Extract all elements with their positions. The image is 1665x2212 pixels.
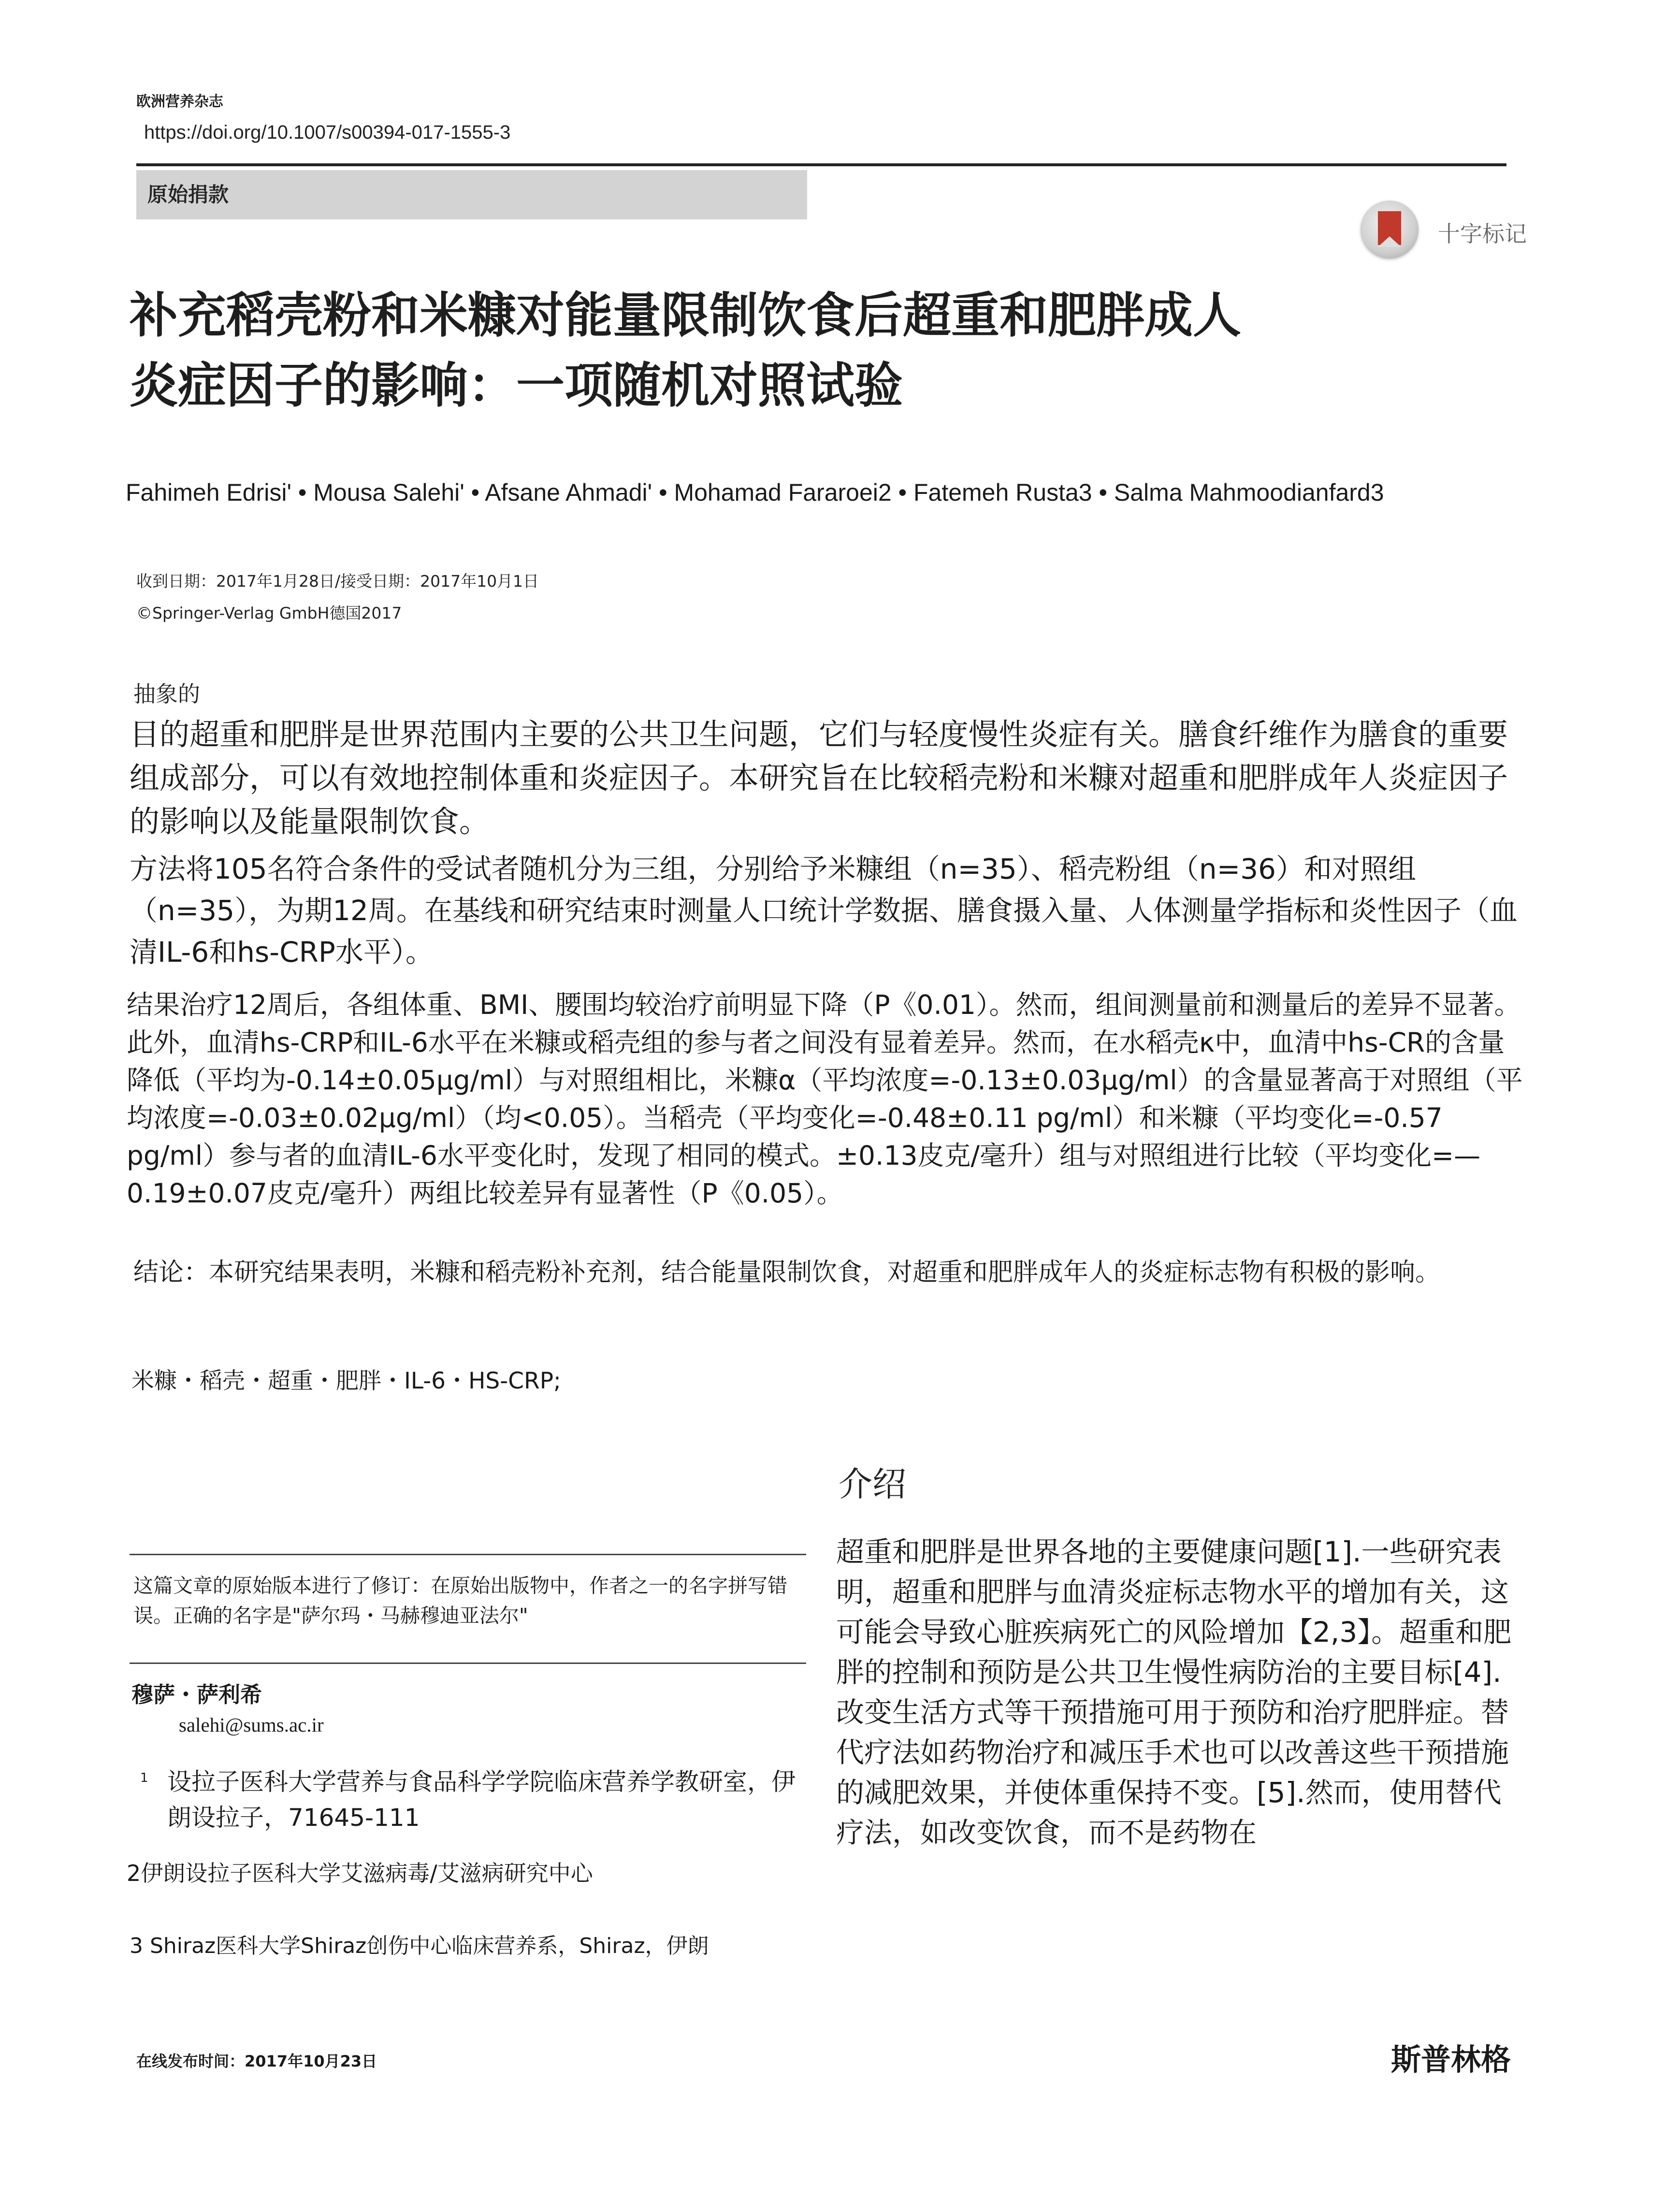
publisher-name: 斯普林格	[1391, 2042, 1511, 2077]
footnote-divider-2	[130, 1663, 806, 1664]
introduction-heading: 介绍	[839, 1464, 906, 1504]
title-line-2: 炎症因子的影响：一项随机对照试验	[130, 357, 903, 414]
introduction-text: 超重和肥胖是世界各地的主要健康问题[1].一些研究表明，超重和肥胖与血清炎症标志物水平的增加有关，这可能会导致心脏疾病死亡的风险增加【2,3】。超重和肥胖的控制和预防是公共卫生慢性病防治的主要目标[4].改变生活方式等干预措施可用于预防和治疗肥胖症。替代疗法如药物治疗和减压手术也可以改善这些干预措施的减肥效果，并使体重保持不变。[5].然而，使用替代疗法，如改变饮食，而不是药物在	[836, 1535, 1512, 1849]
abstract-objective: 目的超重和肥胖是世界范围内主要的公共卫生问题，它们与轻度慢性炎症有关。膳食纤维作为膳食的重要组成部分，可以有效地控制体重和炎症因子。本研究旨在比较稻壳粉和米糠对超重和肥胖成年人炎症因子的影响以及能量限制饮食。	[130, 717, 1508, 839]
abstract-methods: 方法将105名符合条件的受试者随机分为三组，分别给予米糠组（n=35）、稻壳粉组（n=36）和对照组（n=35），为期12周。在基线和研究结束时测量人口统计学数据、膳食摄入量、人体测量学指标和炎性因子（血清IL-6和hs-CRP水平）。	[130, 853, 1518, 969]
corresponding-email[interactable]: salehi@sums.ac.ir	[179, 1714, 324, 1736]
header-divider	[136, 163, 1506, 166]
affiliation-1-marker: 1	[140, 1771, 148, 1785]
affiliation-1-text: 设拉子医科大学营养与食品科学学院临床营养学教研室，伊朗设拉子，71645-111	[167, 1768, 796, 1832]
received-accepted-dates: 收到日期：2017年1月28日/接受日期：2017年10月1日	[136, 572, 539, 591]
article-type-bar	[136, 170, 807, 219]
revision-note: 这篇文章的原始版本进行了修订：在原始出版物中，作者之一的名字拼写错误。正确的名字是"萨尔玛・马赫穆迪亚法尔"	[133, 1574, 787, 1627]
abstract-conclusion: 结论：本研究结果表明，米糠和稻壳粉补充剂，结合能量限制饮食，对超重和肥胖成年人的炎症标志物有积极的影响。	[133, 1258, 1441, 1287]
online-publication-date: 在线发布时间：2017年10月23日	[136, 2052, 377, 2070]
footnote-divider	[130, 1554, 806, 1555]
article-dates	[136, 565, 539, 629]
title-line-1: 补充稻壳粉和米糠对能量限制饮食后超重和肥胖成人	[130, 287, 1241, 344]
abstract-results: 结果治疗12周后，各组体重、BMI、腰围均较治疗前明显下降（P《0.01）。然而，组间测量前和测量后的差异不显著。此外，血清hs-CRP和IL-6水平在米糠或稻壳组的参与者之间没有显着差异。然而，在水稻壳κ中，血清中hs-CR的含量降低（平均为-0.14±0.05μg/ml）与对照组相比，米糠α（平均浓度=-0.13±0.03μg/ml）的含量显著高于对照组（平均浓度=-0.03±0.02μg/ml）（均<0.05）。当稻壳（平均变化=-0.48±0.11 pg/ml）和米糠（平均变化=-0.57 pg/ml）参与者的血清IL-6水平变化时，发现了相同的模式。±0.13皮克/毫升）组与对照组进行比较（平均变化=—0.19±0.07皮克/毫升）两组比较差异有显著性（P《0.05）。	[127, 989, 1523, 1209]
doi-link[interactable]: https://doi.org/10.1007/s00394-017-1555-3	[144, 122, 511, 143]
article-title	[130, 280, 1483, 420]
affiliation-2: 2伊朗设拉子医科大学艾滋病毒/艾滋病研究中心	[127, 1860, 593, 1886]
copyright-notice: ©Springer-Verlag GmbH德国2017	[136, 604, 402, 622]
article-type-label: 原始捐款	[147, 183, 229, 206]
crossmark-label[interactable]: 十字标记	[1438, 221, 1527, 247]
crossmark-icon[interactable]	[1361, 201, 1419, 259]
keywords: 米糠・稻壳・超重・肥胖・IL-6・HS-CRP;	[131, 1368, 561, 1394]
corresponding-author: 穆萨・萨利希	[131, 1682, 262, 1707]
author-list: Fahimeh Edrisi' • Mousa Salehi' • Afsane Ahmadi' • Mohamad Fararoei2 • Fatemeh Rusta3 • Salma Mahmoodianfard3	[126, 479, 1384, 506]
abstract-heading: 抽象的	[133, 681, 200, 707]
journal-name: 欧洲营养杂志	[136, 93, 223, 110]
affiliation-3: 3 Shiraz医科大学Shiraz创伤中心临床营养系，Shiraz，伊朗	[130, 1934, 709, 1958]
affiliation-1	[140, 1764, 797, 1836]
